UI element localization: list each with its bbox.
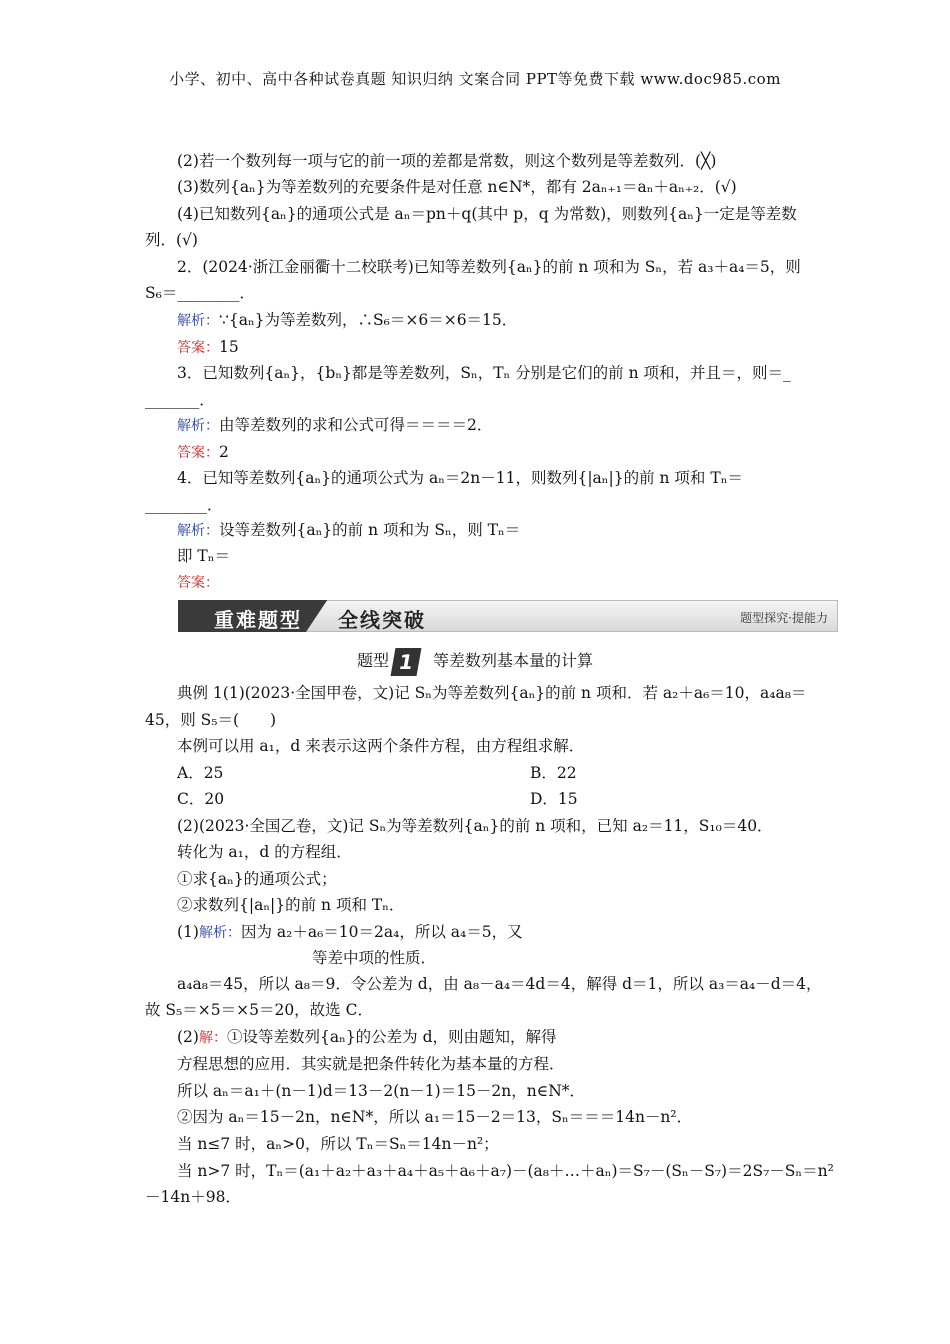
- option-d: D．15: [530, 790, 578, 808]
- answer-text: 15: [219, 338, 239, 356]
- text-line: ________．: [145, 496, 223, 514]
- topic-name: 等差数列基本量的计算: [433, 651, 594, 670]
- page-header: 小学、初中、高中各种试卷真题 知识归纳 文案合同 PPT等免费下载 www.doc985.com: [169, 70, 781, 88]
- answer-line: [177, 441, 229, 464]
- answer-line: [177, 571, 219, 594]
- option-c: C．20: [177, 790, 225, 808]
- question-2: 2．(2024·浙江金丽衢十二校联考)已知等差数列{aₙ}的前 n 项和为 Sₙ，若 a₃＋a₄＝5，则: [177, 258, 801, 276]
- answer-text: 2: [219, 443, 229, 461]
- solution-line: (2)解：①设等差数列{aₙ}的公差为 d，则由题知，解得: [177, 1028, 557, 1046]
- text-line: _______．: [145, 391, 215, 409]
- hint-line: 本例可以用 a₁，d 来表示这两个条件方程，由方程组求解．: [177, 737, 585, 755]
- answer-label: 答案：: [177, 445, 219, 461]
- analysis-label: 解析：: [177, 523, 219, 539]
- example-line: 典例 1(1)(2023·全国甲卷，文)记 Sₙ为等差数列{aₙ}的前 n 项和．若 a₂＋a₆＝10，a₄a₈＝: [177, 684, 807, 702]
- solution-line: 故 S₅＝×5＝×5＝20，故选 C．: [145, 1001, 373, 1019]
- answer-line: [177, 336, 239, 359]
- analysis-line: [177, 309, 517, 332]
- text-line: 即 Tₙ＝: [177, 547, 230, 565]
- text-line: 列．(√): [145, 231, 198, 249]
- solution-label: 解：: [198, 1030, 227, 1046]
- text-line: (3)数列{aₙ}为等差数列的充要条件是对任意 n∈N*，都有 2aₙ₊₁＝aₙ＋aₙ₊₂．(√): [177, 178, 737, 196]
- text-line: (4)已知数列{aₙ}的通项公式是 aₙ＝pn＋q(其中 p，q 为常数)，则数列{aₙ}一定是等差数: [177, 205, 797, 223]
- solution-line: a₄a₈＝45，所以 a₈＝9．令公差为 d，由 a₈－a₄＝4d＝4，解得 d＝1，所以 a₃＝a₄－d＝4，: [177, 975, 822, 993]
- analysis-label: 解析：: [177, 313, 219, 329]
- solution-line: 所以 aₙ＝a₁＋(n－1)d＝13－2(n－1)＝15－2n，n∈N*．: [177, 1082, 586, 1100]
- answer-label: 答案：: [177, 575, 219, 591]
- solution-line: 当 n≤7 时，aₙ>0，所以 Tₙ＝Sₙ＝14n－n²；: [177, 1135, 499, 1153]
- option-a: A．25: [177, 764, 224, 782]
- banner-right-title: 全线突破: [338, 608, 426, 632]
- solution-line: －14n＋98．: [145, 1188, 241, 1206]
- example-line: 45，则 S₅＝( ): [145, 711, 277, 729]
- analysis-text: 设等差数列{aₙ}的前 n 项和为 Sₙ，则 Tₙ＝: [219, 521, 521, 539]
- hint-line: 方程思想的应用．其实就是把条件转化为基本量的方程．: [177, 1055, 565, 1073]
- banner-tag: 题型探究·提能力: [740, 611, 828, 625]
- analysis-label: 解析：: [177, 418, 219, 434]
- analysis-text: 由等差数列的求和公式可得＝＝＝＝2．: [219, 416, 493, 434]
- solution-line: ②因为 aₙ＝15－2n，n∈N*，所以 a₁＝15－2＝13，Sₙ＝＝＝14n－n²．: [177, 1108, 693, 1126]
- analysis-line: [177, 519, 520, 542]
- analysis-text: ∵{aₙ}为等差数列，∴S₆＝×6＝×6＝15．: [219, 311, 518, 329]
- solution-line: 当 n>7 时，Tₙ＝(a₁＋a₂＋a₃＋a₄＋a₅＋a₆＋a₇)－(a₈＋…＋aₙ)＝S₇－(Sₙ－S₇)＝2S₇－Sₙ＝n²: [177, 1162, 834, 1180]
- answer-label: 答案：: [177, 340, 219, 356]
- question-4: 4．已知等差数列{aₙ}的通项公式为 aₙ＝2n－11，则数列{|aₙ|}的前 n 项和 Tₙ＝: [177, 469, 743, 487]
- analysis-label: 解析：: [198, 925, 241, 941]
- example-line: ②求数列{|aₙ|}的前 n 项和 Tₙ．: [177, 896, 405, 914]
- analysis-line: [177, 414, 492, 437]
- question-3: 3．已知数列{aₙ}，{bₙ}都是等差数列，Sₙ，Tₙ 分别是它们的前 n 项和，并且＝，则＝_: [177, 364, 791, 382]
- option-b: B．22: [530, 764, 577, 782]
- section-banner: [178, 600, 838, 632]
- banner-left-title: 重难题型: [214, 608, 302, 632]
- topic-prefix: 题型: [356, 651, 389, 670]
- example-line: (2)(2023·全国乙卷，文)记 Sₙ为等差数列{aₙ}的前 n 项和，已知 a₂＝11，S₁₀＝40．: [177, 817, 773, 835]
- topic-number-badge: 1: [391, 648, 422, 676]
- solution-line: (1)解析：因为 a₂＋a₆＝10＝2a₄，所以 a₄＝5，又: [177, 923, 523, 941]
- solution-text: 因为 a₂＋a₆＝10＝2a₄，所以 a₄＝5，又: [240, 923, 523, 941]
- text-line: (2)若一个数列每一项与它的前一项的差都是常数，则这个数列是等差数列．(╳): [177, 152, 717, 170]
- example-line: ①求{aₙ}的通项公式；: [177, 870, 337, 888]
- hint-line: 等差中项的性质．: [312, 949, 437, 967]
- solution-text: ①设等差数列{aₙ}的公差为 d，则由题知，解得: [226, 1028, 557, 1046]
- topic-title: [0, 648, 950, 676]
- text-line: S₆＝________．: [145, 284, 255, 302]
- hint-line: 转化为 a₁，d 的方程组．: [177, 843, 352, 861]
